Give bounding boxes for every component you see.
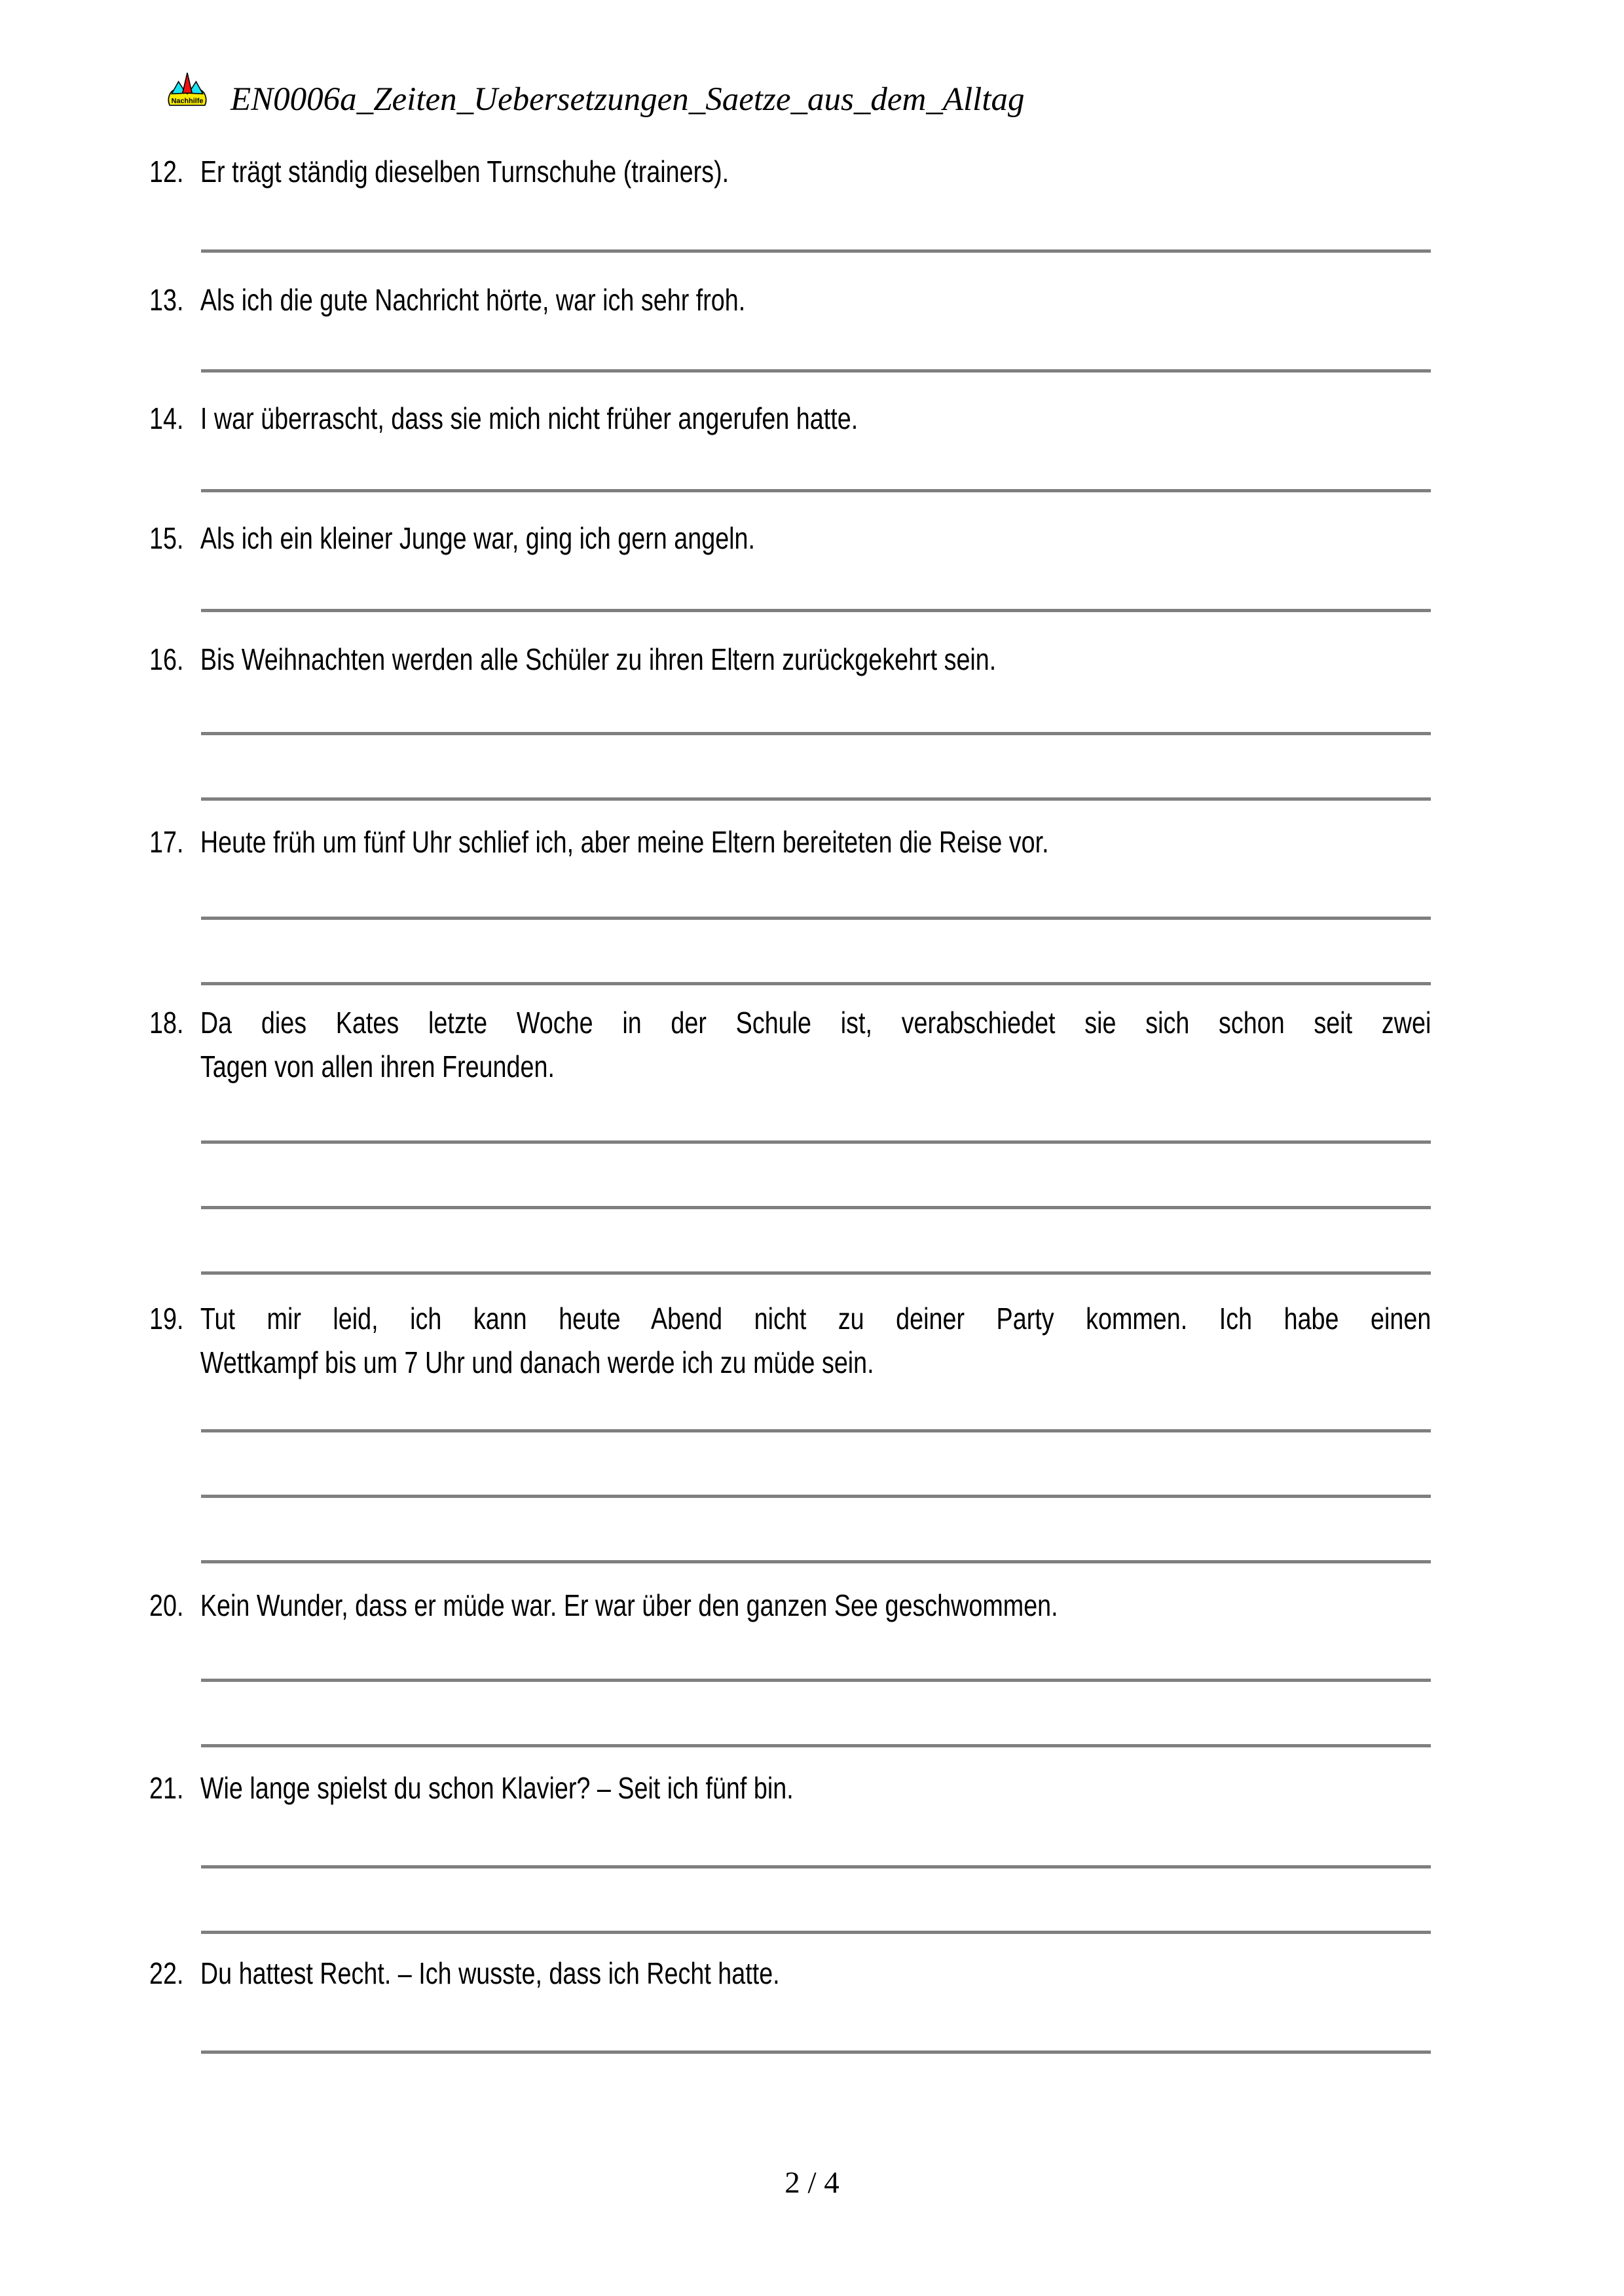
answer-line [201,1560,1431,1563]
answer-line [201,489,1431,492]
exercise-item [149,1297,1431,1385]
answer-line [201,369,1431,373]
item-number: 16. [149,642,184,676]
item-number: 14. [149,401,184,435]
exercise-item [149,1952,1431,1995]
exercise-item [149,1001,1431,1089]
sentence-text: Wie lange spielst du schon Klavier? – Seit ich fünf bin. [200,1771,794,1805]
answer-line [201,1140,1431,1144]
nachhilfe-logo-icon [167,69,208,107]
logo-label: Nachhilfe [171,97,204,105]
answer-line [201,1865,1431,1868]
sentence-text: Wettkampf bis um 7 Uhr und danach werde ich zu müde sein. [200,1345,874,1379]
answer-line [201,1744,1431,1747]
sentence-text: Kein Wunder, dass er müde war. Er war über den ganzen See geschwommen. [200,1588,1058,1622]
page-number: 2 / 4 [784,2166,840,2200]
answer-line [201,732,1431,735]
sentence-text: Heute früh um fünf Uhr schlief ich, aber meine Eltern bereiteten die Reise vor. [200,825,1049,859]
item-number: 20. [149,1588,184,1622]
exercise-item [149,1584,1431,1628]
item-number: 12. [149,155,184,189]
answer-line [201,1931,1431,1934]
exercise-item [149,397,1431,441]
answer-line [201,2050,1431,2054]
sentence-text: Da dies Kates letzte Woche in der Schule ist, verabschiedet sie sich schon seit zwei [200,1006,1431,1040]
item-number: 18. [149,1006,184,1040]
sentence-text: Du hattest Recht. – Ich wusste, dass ich Recht hatte. [200,1956,780,1990]
answer-line [201,982,1431,985]
document-title: EN0006a_Zeiten_Uebersetzungen_Saetze_aus_dem_Alltag [231,81,1025,118]
exercise-item [149,638,1431,682]
sentence-text: Er trägt ständig dieselben Turnschuhe (trainers). [200,155,729,189]
item-number: 13. [149,283,184,317]
sentence-text: I war überrascht, dass sie mich nicht früher angerufen hatte. [200,401,858,435]
item-number: 15. [149,521,184,555]
exercise-item [149,517,1431,560]
answer-line [201,1271,1431,1275]
sentence-text: Als ich die gute Nachricht hörte, war ich sehr froh. [200,283,746,317]
sentence-text: Tut mir leid, ich kann heute Abend nicht zu deiner Party kommen. Ich habe einen [200,1302,1431,1336]
sentence-text: Bis Weihnachten werden alle Schüler zu ihren Eltern zurückgekehrt sein. [200,642,997,676]
answer-line [201,1679,1431,1682]
item-number: 22. [149,1956,184,1990]
exercise-item [149,150,1431,194]
answer-line [201,1206,1431,1209]
item-number: 21. [149,1771,184,1805]
exercise-item [149,820,1431,864]
item-number: 17. [149,825,184,859]
logo-peak [183,73,192,93]
sentence-text: Tagen von allen ihren Freunden. [200,1049,555,1084]
answer-line [201,249,1431,253]
answer-line [201,609,1431,612]
sentence-text: Als ich ein kleiner Junge war, ging ich gern angeln. [200,521,756,555]
answer-line [201,1429,1431,1432]
answer-line [201,797,1431,801]
exercise-item [149,1766,1431,1810]
item-number: 19. [149,1302,184,1336]
answer-line [201,1495,1431,1498]
exercise-item [149,278,1431,322]
answer-line [201,917,1431,920]
